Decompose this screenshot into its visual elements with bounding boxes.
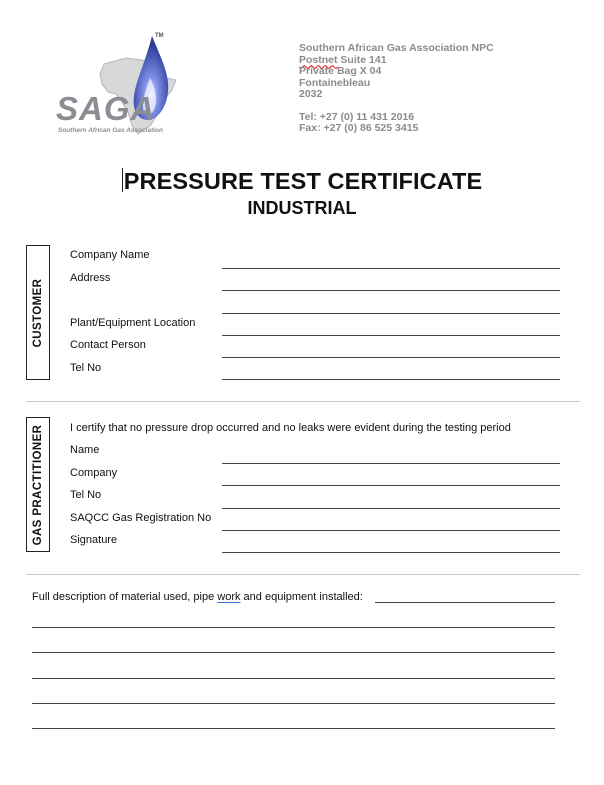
description-line-2[interactable] [32, 652, 555, 653]
org-name: Southern African Gas Association NPC [299, 42, 494, 54]
signature-field[interactable] [222, 552, 560, 553]
town: Fontainebleau [299, 76, 371, 89]
practitioner-name-label: Name [70, 444, 100, 456]
page-subtitle: INDUSTRIAL [247, 198, 357, 218]
postnet-suite: Suite 141 [337, 53, 387, 66]
postnet-word: Postnet [299, 53, 338, 66]
contact-person-field[interactable] [222, 357, 560, 358]
description-line-1[interactable] [32, 627, 555, 628]
certify-statement: I certify that no pressure drop occurred and no leaks were evident during the testing period [70, 422, 511, 434]
logo-tagline: Southern African Gas Association [58, 127, 163, 134]
fax-number: Fax: +27 (0) 86 525 3415 [299, 122, 419, 134]
address-field-2[interactable] [222, 313, 560, 314]
practitioner-tel-label: Tel No [70, 489, 102, 501]
registration-label: SAQCC Gas Registration No [70, 512, 211, 524]
section-divider-2 [26, 574, 580, 575]
description-suffix: and equipment installed: [240, 591, 363, 603]
signature-label: Signature [70, 534, 118, 546]
practitioner-company-label: Company [70, 467, 118, 479]
description-label [32, 591, 363, 603]
saga-logo [52, 30, 184, 140]
text-cursor [122, 168, 123, 192]
address-label: Address [70, 272, 111, 284]
company-name-field[interactable] [222, 268, 560, 269]
page-title-text: PRESSURE TEST CERTIFICATE [123, 168, 483, 194]
tel-number: Tel: +27 (0) 11 431 2016 [299, 110, 415, 123]
practitioner-section-label [26, 417, 50, 552]
description-line-4[interactable] [32, 703, 555, 704]
plant-location-label: Plant/Equipment Location [70, 317, 196, 329]
practitioner-company-field[interactable] [222, 485, 560, 486]
description-line-3[interactable] [32, 678, 555, 679]
practitioner-tel-field[interactable] [222, 508, 560, 509]
address-field-1[interactable] [222, 290, 560, 291]
practitioner-name-field[interactable] [222, 463, 560, 464]
logo-wordmark: SAGA [56, 90, 156, 127]
customer-tel-label: Tel No [70, 362, 102, 374]
description-line-5[interactable] [32, 728, 555, 729]
practitioner-label-text: GAS PRACTITIONER [32, 424, 44, 545]
company-name-label: Company Name [70, 249, 150, 261]
description-field-inline[interactable] [375, 602, 555, 603]
customer-tel-field[interactable] [222, 379, 560, 380]
trademark: TM [155, 33, 164, 39]
description-underlined-word: work [217, 591, 241, 603]
address-block [299, 43, 494, 135]
section-divider-1 [26, 401, 580, 402]
contact-person-label: Contact Person [70, 339, 146, 351]
plant-location-field[interactable] [222, 335, 560, 336]
private-bag: Private Bag X 04 [299, 65, 382, 77]
page-title [0, 168, 604, 195]
customer-label-text: CUSTOMER [32, 278, 44, 347]
description-prefix: Full description of material used, pipe [32, 591, 218, 603]
registration-field[interactable] [222, 530, 560, 531]
postal-code: 2032 [299, 88, 323, 100]
customer-section-label [26, 245, 50, 380]
